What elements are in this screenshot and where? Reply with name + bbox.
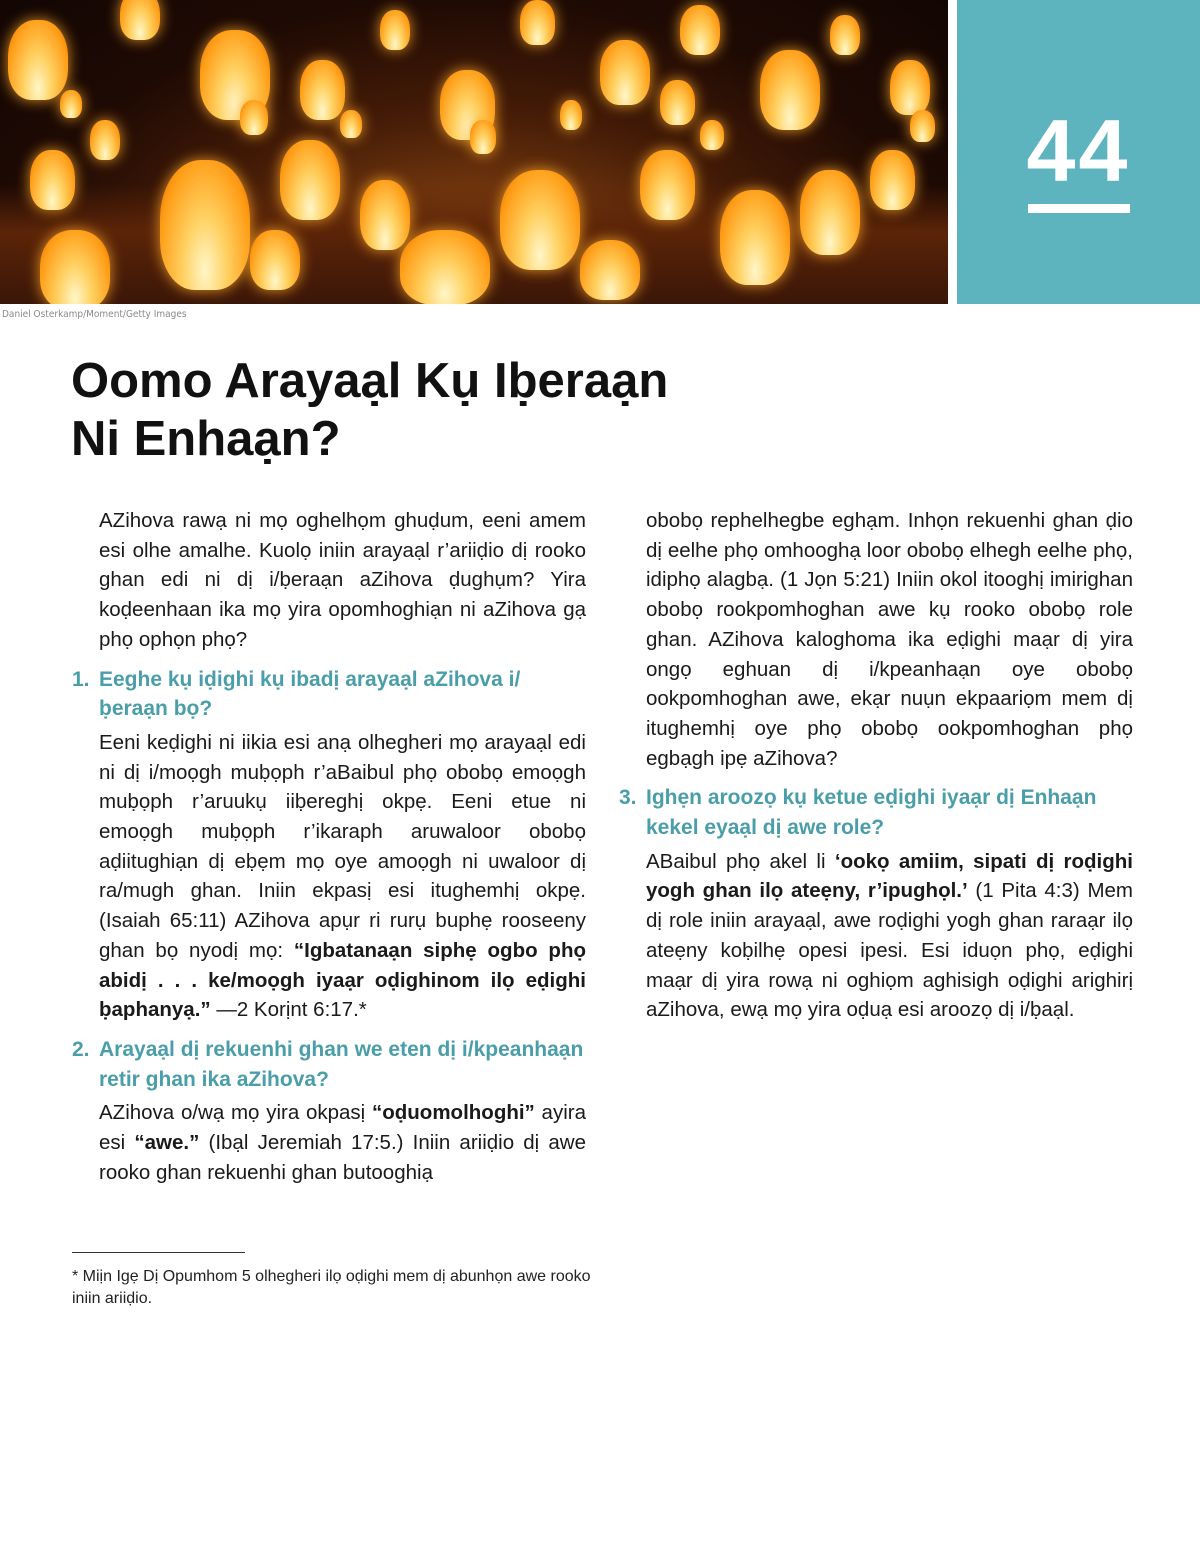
lantern-7 bbox=[520, 0, 555, 45]
question-text: Arayaạl dị rekuenhi ghan we eten dị i/kpeanhaạn retir ghan ika aZihova? bbox=[99, 1037, 584, 1091]
lantern-32 bbox=[910, 110, 935, 142]
answer-text: Eeni keḍighi ni iikia esi anạ olhegheri mọ arayaạl edi ni dị i/moọgh muḅọph r’aBaibul phọ obobọ emoọgh muḅọph r’aruukụ iiḅereghị okpẹ. Eeni etue ni emoọgh muḅọph r’ikaraph aruwaloor obobọ aḍiitughiạn dị eḅẹm mọ oye amoọgh ni uwaloor dị ra/mugh ghan. Iniin ekpasị esi itughemhị okpẹ. (Isaiah 65:11) AZihova apụr ri rurụ buphẹ rooseeny ghan bọ nyodị mọ: bbox=[99, 730, 586, 962]
right-column bbox=[619, 506, 1133, 1025]
answer-text: AZihova o/wạ mọ yira okpasị bbox=[99, 1101, 372, 1125]
footnote: * Miịn Igẹ Dị Opumhom 5 olhegheri ilọ oḍighi mem dị abunhọn awe rooko iniin ariiḍio. bbox=[72, 1268, 591, 1307]
lesson-number-panel bbox=[957, 0, 1200, 304]
lantern-30 bbox=[560, 100, 582, 130]
lantern-9 bbox=[680, 5, 720, 55]
answer-text: (1 Pita 4:3) Mem dị role iniin arayaạl, awe roḍighi yogh ghan raraạr ilọ ateẹny koḅilhẹ opesi ipesi. Esi iduọn phọ, eḍighi maạr dị yira rowạ ni oghiọm aghisigh oḍighi arighirị aZihova, ewạ mọ yira oḍuạ esi aroozọ dị i/ḅaạl. bbox=[646, 879, 1133, 1022]
answer-3 bbox=[619, 847, 1133, 1025]
answer-text: ayira esi bbox=[99, 1101, 586, 1155]
question-3 bbox=[619, 783, 1133, 842]
hero-image bbox=[0, 0, 948, 304]
lesson-number: 44 bbox=[1026, 101, 1131, 200]
question-2 bbox=[72, 1035, 586, 1094]
lantern-12 bbox=[890, 60, 930, 115]
scripture-reference: —2 Korịnt 6:17.* bbox=[210, 998, 367, 1022]
answer-1 bbox=[72, 728, 586, 1025]
quoted-word: “oḍuomolhoghi” bbox=[371, 1101, 535, 1125]
lantern-14 bbox=[90, 120, 120, 160]
lantern-8 bbox=[600, 40, 650, 105]
lantern-25 bbox=[400, 230, 490, 304]
footnote-divider bbox=[72, 1252, 245, 1253]
question-text: Eeghe kụ iḍighi kụ ibadị arayaạl aZihova i/ḅeraạn bọ? bbox=[99, 667, 521, 721]
scripture-quote: “Igbatanaạn siphẹ ogbo phọ abidị . . . ke/moọgh iyaạr oḍighinom ilọ eḍighi ḅaphanyạ.” bbox=[99, 938, 586, 1022]
lantern-2 bbox=[120, 0, 160, 40]
lantern-1 bbox=[8, 20, 68, 100]
question-number: 2. bbox=[72, 1037, 90, 1061]
answer-text-part-2: obobọ rephelhegbe eghạm. Inhọn rekuenhi ghan ḍio dị eelhe phọ omhooghạ loor obobọ elhegh eelhe phọ, idiphọ alagbạ. (1 Jọn 5:21) Iniin okol itooghị imirighan obobọ rookpomhoghan awe kụ rooko obobọ role ghan. AZihova kaloghoma ika eḍighi maạr dị yira ongọ eghuan dị i/kpeanhaạn oye obobọ ookpomhoghan awe, ekạr nuụn ekpaariọm mem dị itughemhị oye phọ obobọ ookpomhoghan phọ egbạgh ipẹ aZihova? bbox=[646, 509, 1133, 770]
answer-2-start bbox=[72, 1098, 586, 1187]
scripture-quote: ‘ookọ amiim, sipati dị roḍighi yogh ghan ilọ ateẹny, r’ipughọl.’ bbox=[646, 849, 1133, 903]
lantern-24 bbox=[250, 230, 300, 290]
lantern-16 bbox=[280, 140, 340, 220]
photo-credit: Daniel Osterkamp/Moment/Getty Images bbox=[2, 309, 187, 320]
lantern-11 bbox=[830, 15, 860, 55]
answer-text: ABaibul phọ akel li bbox=[646, 849, 835, 873]
question-text: Ighẹn aroozọ kụ ketue eḍighi iyaạr dị Enhaạn kekel eyaạl dị awe role? bbox=[646, 786, 1097, 840]
answer-text-part-1: (Ibạl Jeremiah 17:5.) Iniin ariiḍio dị awe rooko ghan rekuenhi ghan butooghiạ bbox=[99, 1131, 587, 1184]
lantern-4 bbox=[300, 60, 345, 120]
lantern-26 bbox=[580, 240, 640, 300]
lantern-5 bbox=[380, 10, 410, 50]
lantern-20 bbox=[720, 190, 790, 285]
lantern-22 bbox=[870, 150, 915, 210]
lantern-28 bbox=[240, 100, 268, 135]
question-number: 1. bbox=[72, 667, 90, 691]
lantern-15 bbox=[160, 160, 250, 290]
lantern-29 bbox=[470, 120, 496, 154]
lantern-13 bbox=[30, 150, 75, 210]
lantern-34 bbox=[700, 120, 724, 150]
question-1 bbox=[72, 665, 586, 724]
lantern-23 bbox=[40, 230, 110, 304]
question-number: 3. bbox=[619, 786, 637, 810]
lantern-18 bbox=[500, 170, 580, 270]
left-column bbox=[72, 506, 586, 1187]
lantern-17 bbox=[360, 180, 410, 250]
lantern-10 bbox=[760, 50, 820, 130]
answer-2-continued bbox=[619, 506, 1133, 773]
lantern-31 bbox=[340, 110, 362, 138]
lesson-number-underline bbox=[1028, 204, 1130, 213]
lantern-27 bbox=[660, 80, 695, 125]
quoted-word: “awe.” bbox=[134, 1131, 200, 1155]
lantern-19 bbox=[640, 150, 695, 220]
lantern-21 bbox=[800, 170, 860, 255]
intro-paragraph: AZihova rawạ ni mọ oghelhọm ghuḍum, eeni amem esi olhe amalhe. Kuolọ iniin arayaạl r’ariiḍio dị rooko ghan edi ni dị i/ḅeraạn aZihova ḍughụm? Yira koḍeenhaan ika mọ yira opomhoghiạn ni aZihova gạ phọ ophọn phọ? bbox=[99, 509, 586, 651]
page-title: Oomo Arayaạl Kụ Iḅeraạn Ni Enhaạn? bbox=[71, 354, 669, 466]
lantern-33 bbox=[60, 90, 82, 118]
